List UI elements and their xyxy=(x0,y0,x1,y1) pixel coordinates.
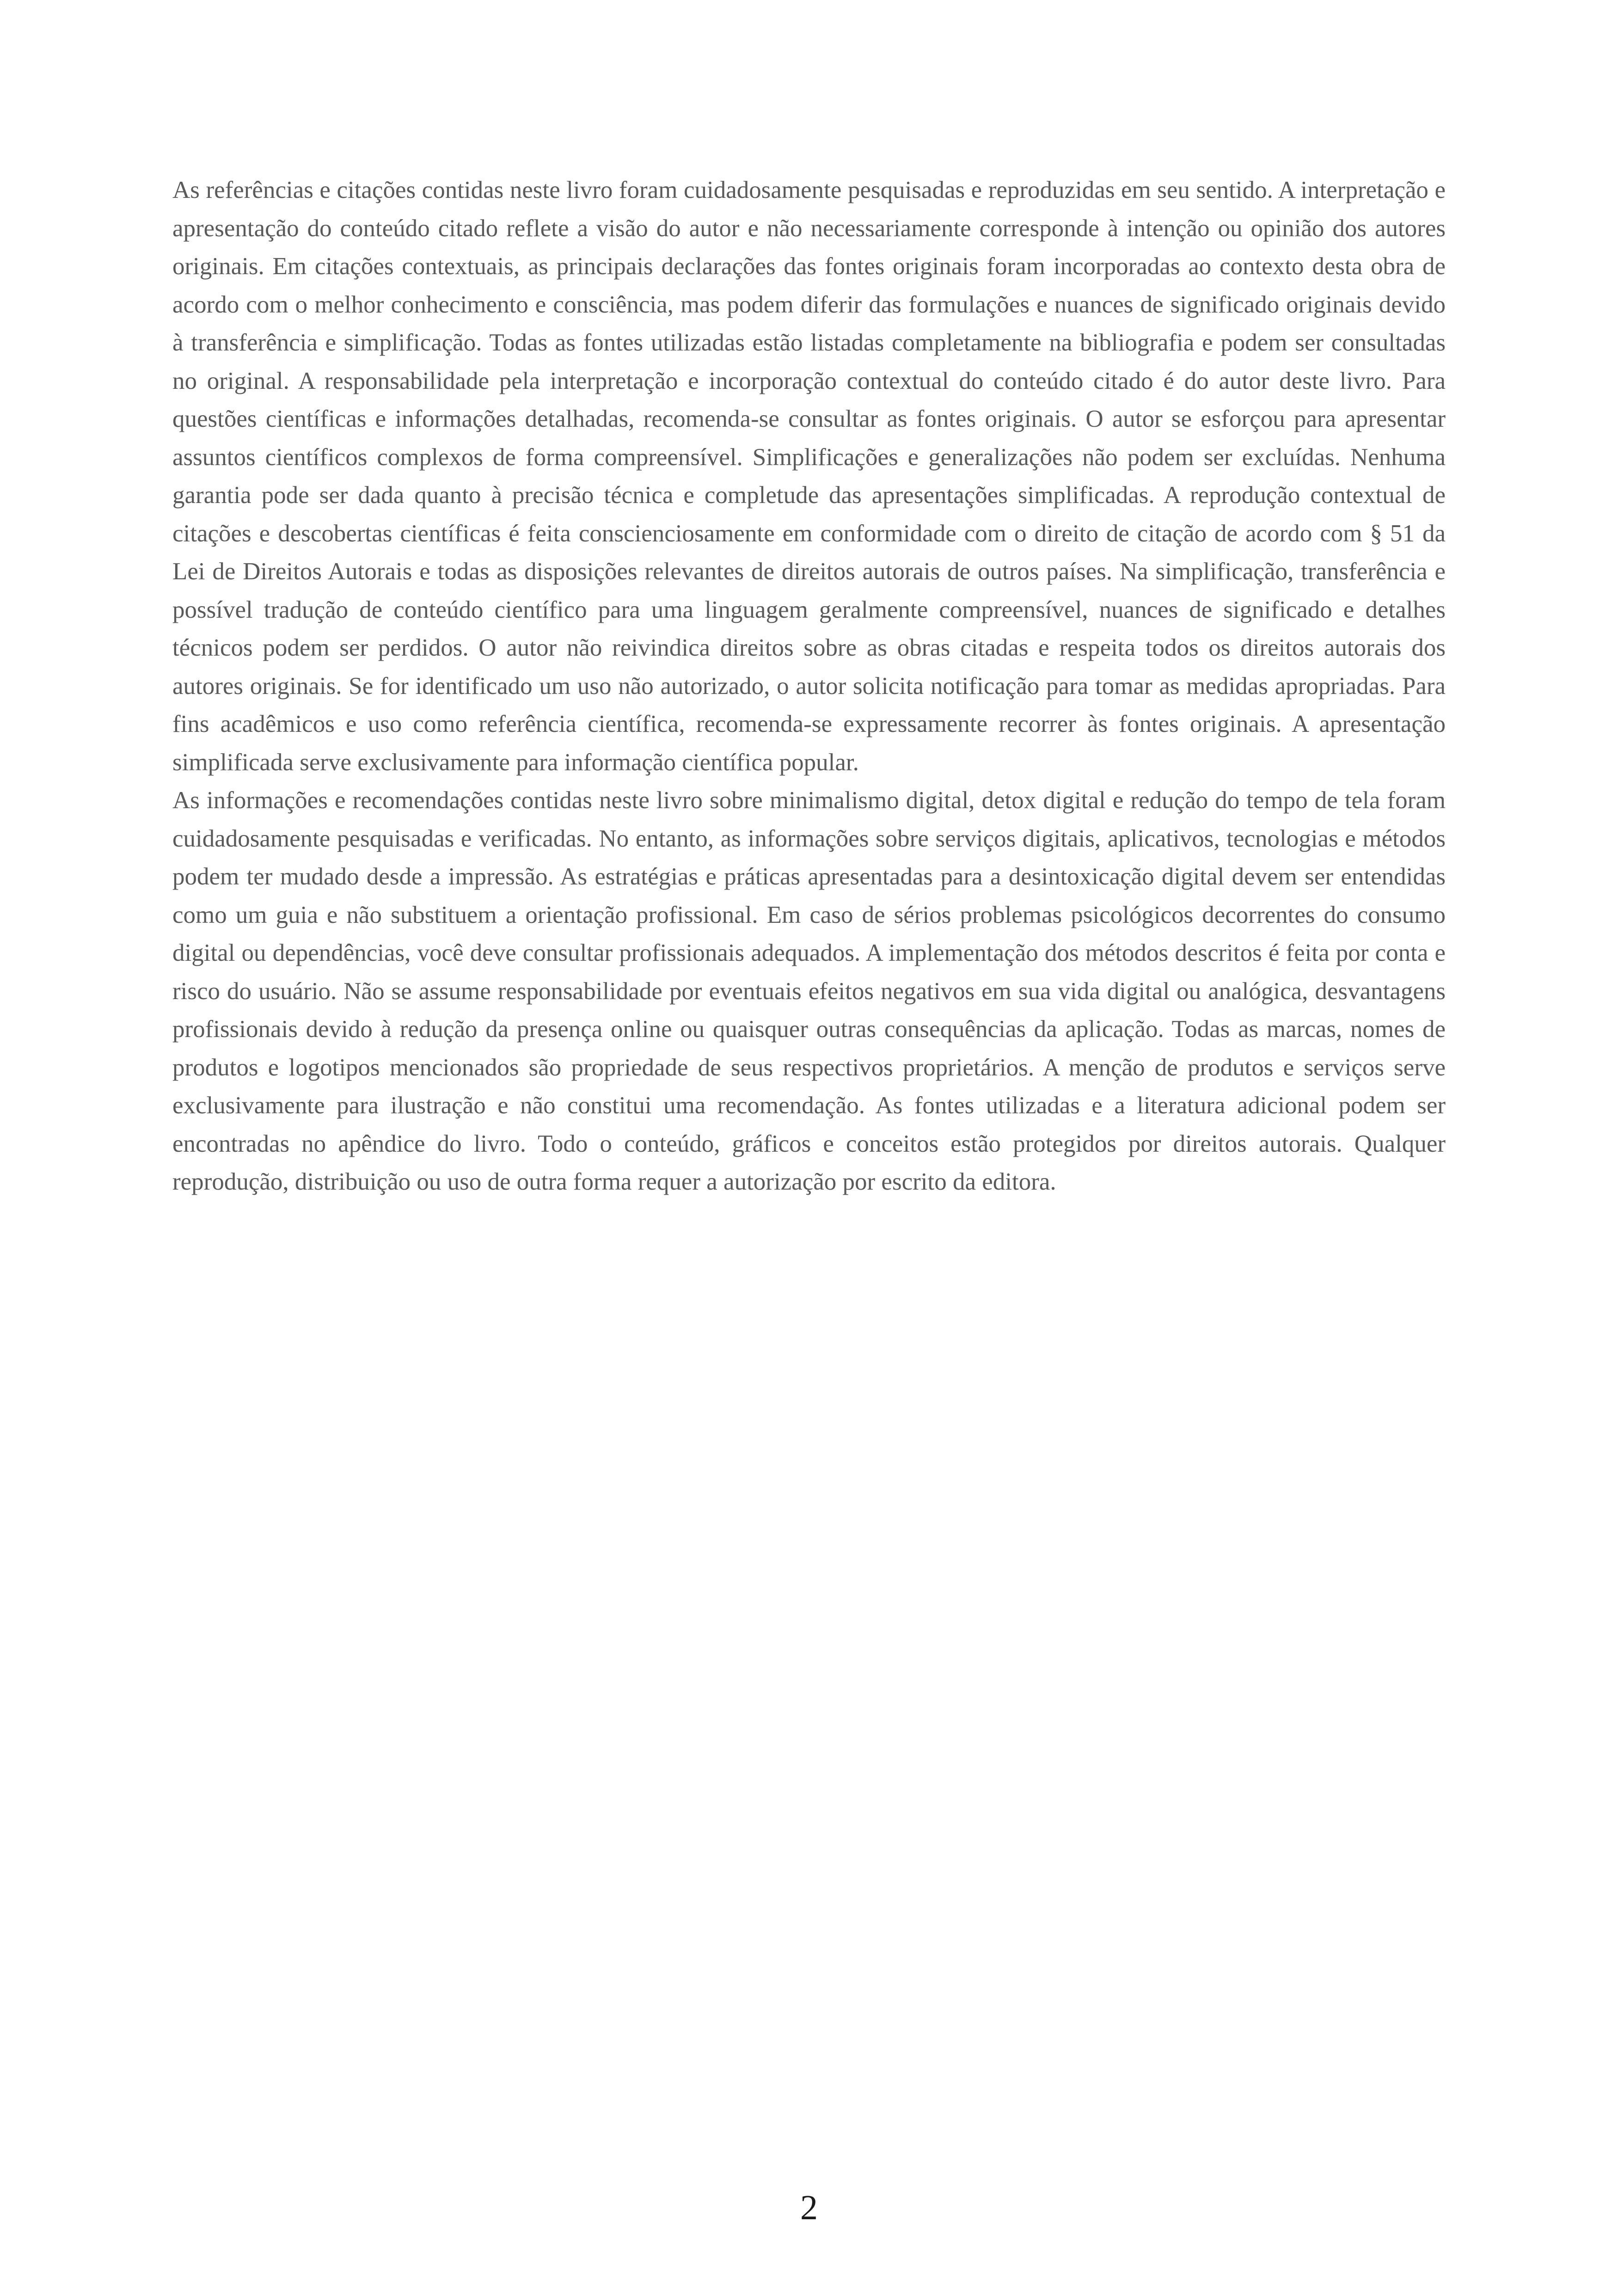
paragraph-citations-disclaimer: As referências e citações contidas neste livro foram cuidadosamente pesquisadas e reproduzidas em seu sentido. A interpretação e apresentação do conteúdo citado reflete a visão do autor e não necessariamente corresponde à intenção ou opinião dos autores originais. Em citações contextuais, as principais declarações das fontes originais foram incorporadas ao contexto desta obra de acordo com o melhor conhecimento e consciência, mas podem diferir das formulações e nuances de significado originais devido à transferência e simplificação. Todas as fontes utilizadas estão listadas completamente na bibliografia e podem ser consultadas no original. A responsabilidade pela interpretação e incorporação contextual do conteúdo citado é do autor deste livro. Para questões científicas e informações detalhadas, recomenda-se consultar as fontes originais. O autor se esforçou para apresentar assuntos científicos complexos de forma compreensível. Simplificações e generalizações não podem ser excluídas. Nenhuma garantia pode ser dada quanto à precisão técnica e completude das apresentações simplificadas. A reprodução contextual de citações e descobertas científicas é feita conscienciosamente em conformidade com o direito de citação de acordo com § 51 da Lei de Direitos Autorais e todas as disposições relevantes de direitos autorais de outros países. Na simplificação, transferência e possível tradução de conteúdo científico para uma linguagem geralmente compreensível, nuances de significado e detalhes técnicos podem ser perdidos. O autor não reivindica direitos sobre as obras citadas e respeita todos os direitos autorais dos autores originais. Se for identificado um uso não autorizado, o autor solicita notificação para tomar as medidas apropriadas. Para fins acadêmicos e uso como referência científica, recomenda-se expressamente recorrer às fontes originais. A apresentação simplificada serve exclusivamente para informação científica popular. xyxy=(172,177,1446,776)
page-number: 2 xyxy=(800,2188,818,2227)
body-text xyxy=(172,171,1446,1201)
paragraph-digital-detox-disclaimer: As informações e recomendações contidas neste livro sobre minimalismo digital, detox digital e redução do tempo de tela foram cuidadosamente pesquisadas e verificadas. No entanto, as informações sobre serviços digitais, aplicativos, tecnologias e métodos podem ter mudado desde a impressão. As estratégias e práticas apresentadas para a desintoxicação digital devem ser entendidas como um guia e não substituem a orientação profissional. Em caso de sérios problemas psicológicos decorrentes do consumo digital ou dependências, você deve consultar profissionais adequados. A implementação dos métodos descritos é feita por conta e risco do usuário. Não se assume responsabilidade por eventuais efeitos negativos em sua vida digital ou analógica, desvantagens profissionais devido à redução da presença online ou quaisquer outras consequências da aplicação. Todas as marcas, nomes de produtos e logotipos mencionados são propriedade de seus respectivos proprietários. A menção de produtos e serviços serve exclusivamente para ilustração e não constitui uma recomendação. As fontes utilizadas e a literatura adicional podem ser encontradas no apêndice do livro. Todo o conteúdo, gráficos e conceitos estão protegidos por direitos autorais. Qualquer reprodução, distribuição ou uso de outra forma requer a autorização por escrito da editora. xyxy=(172,787,1446,1195)
